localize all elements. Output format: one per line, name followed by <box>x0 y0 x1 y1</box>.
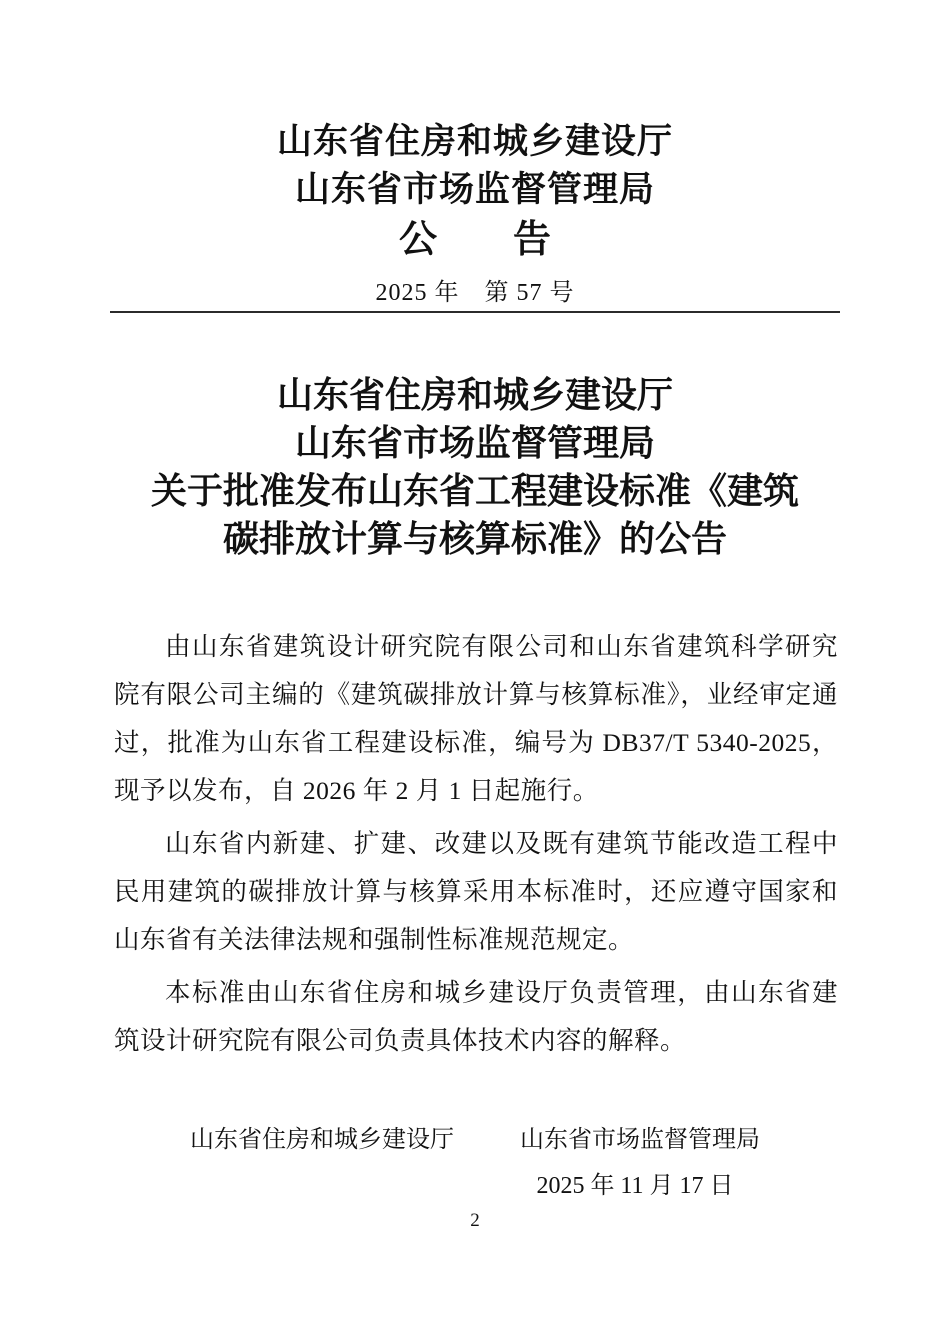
document-title-line-4: 碳排放计算与核算标准》的公告 <box>222 519 727 559</box>
document-title-line-1: 山东省住房和城乡建设厅 <box>276 375 673 415</box>
masthead <box>0 0 950 308</box>
body-paragraph-2: 山东省内新建、扩建、改建以及既有建筑节能改造工程中民用建筑的碳排放计算与核算采用本标准时，还应遵守国家和山东省有关法律法规和强制性标准规范规定。 <box>114 829 838 954</box>
masthead-agency-1: 山东省住房和城乡建设厅 <box>276 122 673 161</box>
signature-agency-2: 山东省市场监督管理局 <box>520 1127 760 1153</box>
document-title-line-2: 山东省市场监督管理局 <box>294 423 655 463</box>
page-number: 2 <box>470 1210 480 1231</box>
signature-agency-1: 山东省住房和城乡建设厅 <box>190 1127 454 1153</box>
divider-rule <box>110 311 840 313</box>
document-body <box>114 623 838 1065</box>
signature-date: 2025 年 11 月 17 日 <box>536 1173 734 1199</box>
document-title-line-3: 关于批准发布山东省工程建设标准《建筑 <box>150 471 799 511</box>
body-paragraph-1: 由山东省建筑设计研究院有限公司和山东省建筑科学研究院有限公司主编的《建筑碳排放计算与核算标准》，业经审定通过，批准为山东省工程建设标准，编号为 DB37/T 5340-2025，现予以发布，自 2026 年 2 月 1 日起施行。 <box>114 632 838 805</box>
signature-agencies <box>190 1117 760 1163</box>
signature-block <box>190 1117 760 1209</box>
document-title <box>0 371 950 563</box>
body-paragraph-3: 本标准由山东省住房和城乡建设厅负责管理，由山东省建筑设计研究院有限公司负责具体技术内容的解释。 <box>114 978 838 1055</box>
masthead-agency-2: 山东省市场监督管理局 <box>294 170 655 209</box>
issue-number: 2025 年 第 57 号 <box>375 280 575 306</box>
notice-type-heading: 公 告 <box>398 219 551 261</box>
